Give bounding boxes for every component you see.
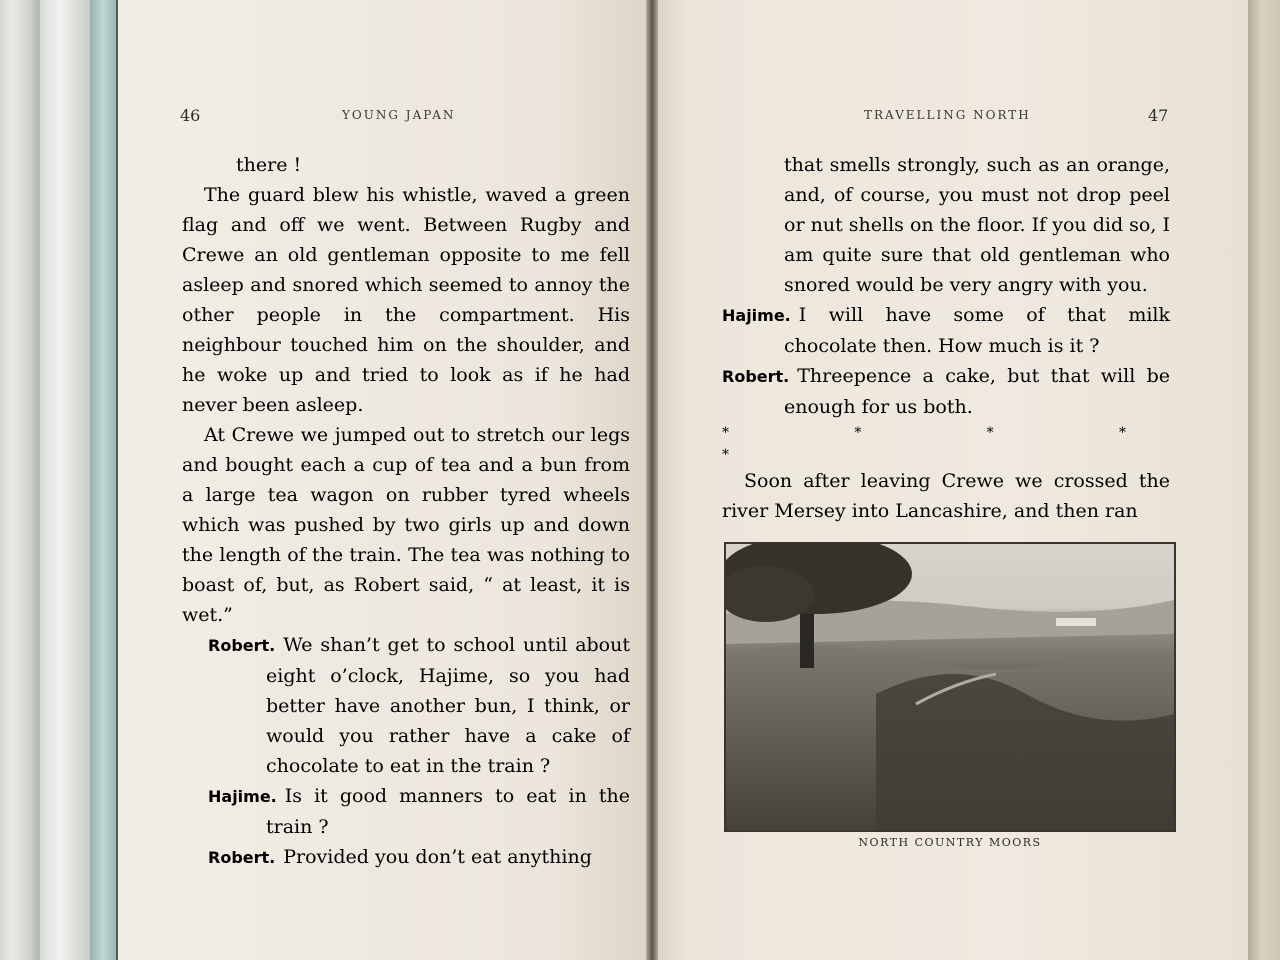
moorland-photo bbox=[726, 544, 1174, 830]
dialogue-text: Is it good manners to eat in the train ? bbox=[266, 785, 630, 838]
dialogue-text: I will have some of that milk chocolate then. How much is it ? bbox=[784, 304, 1170, 357]
paragraph: Soon after leaving Crewe we crossed the river Mersey into Lancashire, and then ran bbox=[722, 470, 1170, 522]
speaker-name: Robert. bbox=[208, 636, 276, 655]
left-page-text bbox=[182, 150, 630, 873]
speaker-name: Robert. bbox=[722, 367, 790, 386]
bookmark-ribbon bbox=[90, 0, 116, 960]
dialogue-line bbox=[208, 630, 630, 781]
photo-plate bbox=[724, 542, 1176, 832]
page-number-right: 47 bbox=[1148, 106, 1169, 125]
speaker-name: Hajime. bbox=[208, 787, 277, 806]
dialogue-text: Threepence a cake, but that will be enough for us both. bbox=[784, 365, 1170, 418]
speaker-name: Hajime. bbox=[722, 306, 791, 325]
book-gutter bbox=[646, 0, 658, 960]
speaker-name: Robert. bbox=[208, 848, 276, 867]
paragraph: At Crewe we jumped out to stretch our legs and bought each a cup of tea and a bun from a large tea wagon on rubber tyred wheels which was pushed by two girls up and down the length of the train. The tea was nothing to boast of, but, as Robert said, “ at least, it is wet.” bbox=[182, 424, 630, 626]
running-head-left: YOUNG JAPAN bbox=[342, 108, 456, 122]
running-head-right: TRAVELLING NORTH bbox=[864, 108, 1031, 122]
dialogue-line bbox=[208, 781, 630, 842]
page-number-left: 46 bbox=[180, 106, 201, 125]
paragraph: The guard blew his whistle, waved a green flag and off we went. Between Rugby and Crewe an old gentleman opposite to me fell asleep and snored which seemed to annoy the other people in the compartment. His neighbour touched him on the shoulder, and he woke up and tried to look as if he had never been asleep. bbox=[182, 184, 630, 416]
paragraph: that smells strongly, such as an orange, and, of course, you must not drop peel or nut shells on the floor. If you did so, I am quite sure that old gentleman who snored would be very angry with you. bbox=[784, 154, 1170, 296]
section-break: * * * * * bbox=[722, 425, 1170, 463]
distant-building bbox=[1056, 618, 1096, 626]
paragraph: there ! bbox=[236, 154, 302, 176]
dialogue-block bbox=[182, 630, 630, 873]
right-page-text bbox=[722, 150, 1170, 526]
dialogue-line bbox=[722, 300, 1170, 361]
dialogue-line bbox=[208, 842, 630, 873]
dialogue-line bbox=[722, 361, 1170, 422]
photo-caption: NORTH COUNTRY MOORS bbox=[858, 836, 1042, 849]
book-edge bbox=[40, 0, 92, 960]
dialogue-text: We shan’t get to school until about eight o’clock, Hajime, so you had better have another bun, I think, or would you rather have a cake of chocolate to eat in the train ? bbox=[266, 634, 630, 777]
dialogue-text: Provided you don’t eat anything bbox=[283, 846, 592, 868]
